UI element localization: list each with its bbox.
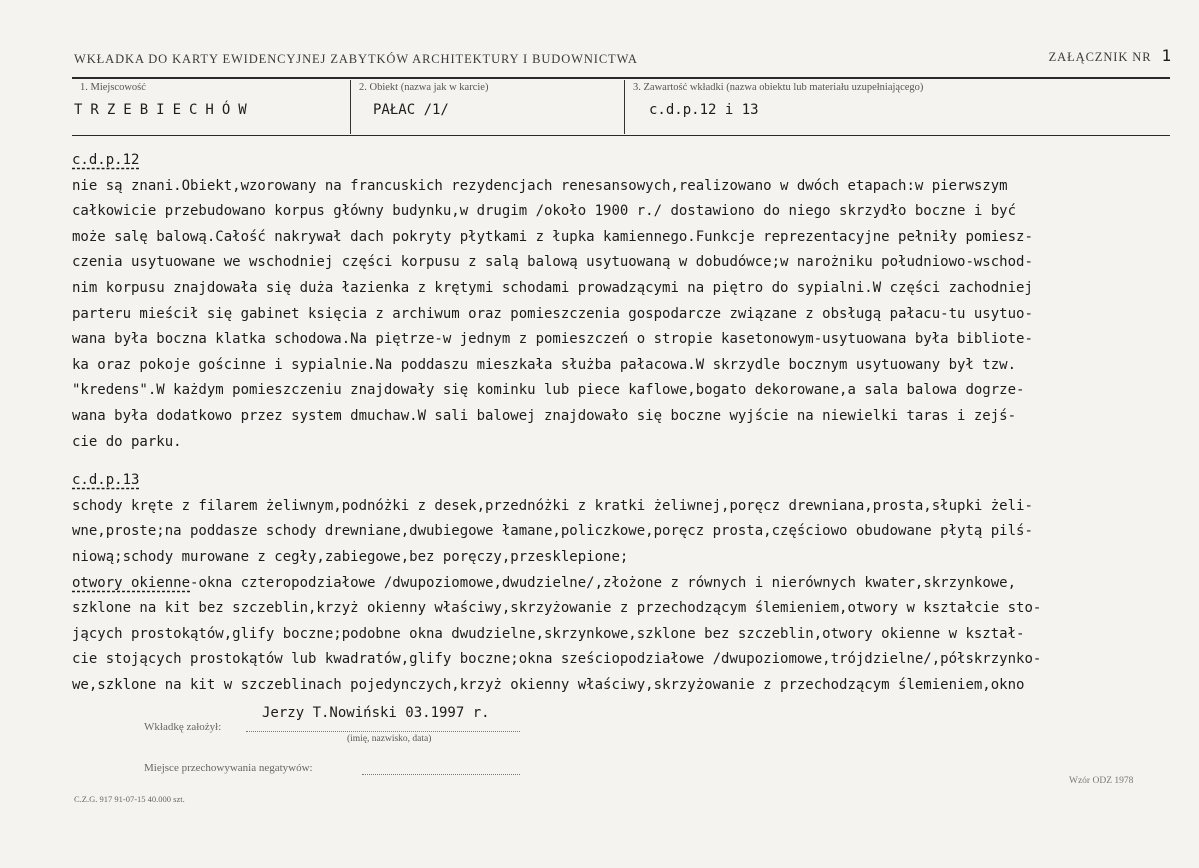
negatives-label: Miejsce przechowywania negatywów:: [144, 762, 313, 774]
text-line: nim korpusu znajdowała się duża łazienka z krętymi schodami prowadzącymi na piętro do sypialni.W części zachodniej: [72, 279, 1033, 296]
form-title: WKŁADKA DO KARTY EWIDENCYJNEJ ZABYTKÓW ARCHITEKTURY I BUDOWNICTWA: [74, 52, 638, 66]
text-line: cie do parku.: [72, 433, 182, 450]
form-header: [74, 44, 1172, 74]
print-info: C.Z.G. 917 91-07-15 40.000 szt.: [74, 794, 185, 804]
text-line: parteru mieścił się gabinet księcia z archiwum oraz pomieszczenia gospodarcze związane z obsługą pałacu-tu usytuo-: [72, 305, 1033, 322]
prepared-by-value: Jerzy T.Nowiński 03.1997 r.: [262, 705, 490, 721]
field-locality: [72, 80, 348, 134]
field-contents: [624, 80, 1171, 134]
text-line: cie stojących prostokątów lub kwadratów,glify boczne;okna sześciopodziałowe /dwupoziomowe,trójdzielne/,półskrzynko-: [72, 651, 1042, 668]
text-line: całkowicie przebudowano korpus główny budynku,w drugim /około 1900 r./ dostawiono do niego skrzydło boczne i być: [72, 203, 1017, 220]
text-line: ka oraz pokoje gościnne i sypialnie.Na poddaszu mieszkała służba pałacowa.W skrzydle bocznym usytuowany był tzw.: [72, 356, 1017, 373]
windows-label: otwory okienne: [72, 574, 191, 591]
locality-value: TRZEBIECHÓW: [74, 102, 255, 118]
prepared-by-hint: (imię, nazwisko, data): [347, 734, 432, 744]
attachment-label: ZAŁĄCZNIK NR: [1048, 50, 1152, 64]
text-line: schody kręte z filarem żeliwnym,podnóżki z desek,przednóżki z kratki żeliwnej,poręcz drewniana,prosta,słupki żeli-: [72, 497, 1033, 514]
attachment-number-value: 1: [1161, 46, 1172, 65]
field-object: [350, 80, 621, 134]
text-line: "kredens".W każdym pomieszczeniu znajdowały się kominku lub piece kaflowe,bogato dekorowane,a sala balowa dogrze-: [72, 382, 1025, 399]
text-line: we,szklone na kit w szczeblinach pojedynczych,krzyż okienny właściwy,skrzyżowanie z przechodzącym ślemieniem,okno: [72, 676, 1025, 693]
text-line: wana była dodatkowo przez system dmuchaw.W sali balowej znajdowało się boczne wyjście na niewielki taras i zejś-: [72, 407, 1017, 424]
object-label: 2. Obiekt (nazwa jak w karcie): [359, 82, 489, 93]
negatives-line: [362, 774, 520, 775]
fields-rule: [72, 135, 1170, 136]
section-heading-13: c.d.p.13: [72, 472, 140, 489]
header-rule: [72, 77, 1170, 79]
text-line: może salę balową.Całość nakrywał dach pokryty płytkami z łupka kamiennego.Funkcje reprezentacyjne pełniły pomiesz-: [72, 228, 1033, 245]
section-heading-12: c.d.p.12: [72, 152, 140, 168]
contents-label: 3. Zawartość wkładki (nazwa obiektu lub materiału uzupełniającego): [633, 82, 924, 93]
text-line: wne,proste;na poddasze schody drewniane,dwubiegowe łamane,policzkowe,poręcz prosta,częściowo obudowane płytą pilś-: [72, 523, 1033, 540]
text-line: czenia usytuowane we wschodniej części korpusu z salą balową usytuowaną w dobudówce;w narożniku południowo-wschod-: [72, 254, 1033, 271]
contents-value: c.d.p.12 i 13: [649, 102, 759, 118]
text-line: wana była boczna klatka schodowa.Na piętrze-w jednym z pomieszczeń o stropie kasetonowym-usytuowana była bibliote-: [72, 331, 1033, 348]
pattern-note: Wzór ODZ 1978: [1069, 776, 1134, 786]
windows-text: -okna czteropodziałowe /dwupoziomowe,dwudzielne/,złożone z równych i nierównych kwater,skrzynkowe,: [190, 574, 1017, 591]
prepared-by-label: Wkładkę założył:: [144, 721, 222, 733]
object-value: PAŁAC /1/: [373, 102, 449, 118]
prepared-by-line: [246, 731, 520, 732]
text-line: nie są znani.Obiekt,wzorowany na francuskich rezydencjach renesansowych,realizowano w dwóch etapach:w pierwszym: [72, 177, 1008, 194]
text-line: niową;schody murowane z cegły,zabiegowe,bez poręczy,przesklepione;: [72, 548, 629, 565]
section-gap: [72, 455, 1182, 468]
fields-row: [72, 80, 1170, 134]
document-body: [72, 148, 1182, 698]
text-line-windows: [72, 571, 1182, 597]
attachment-number: [1049, 46, 1172, 65]
text-line: szklone na kit bez szczeblin,krzyż okienny właściwy,skrzyżowanie z przechodzącym ślemieniem,otwory w kształcie sto-: [72, 600, 1042, 617]
text-line: jących prostokątów,glify boczne;podobne okna dwudzielne,skrzynkowe,szklone bez szczeblin,otwory okienne w kształ-: [72, 625, 1025, 642]
locality-label: 1. Miejscowość: [80, 82, 146, 93]
